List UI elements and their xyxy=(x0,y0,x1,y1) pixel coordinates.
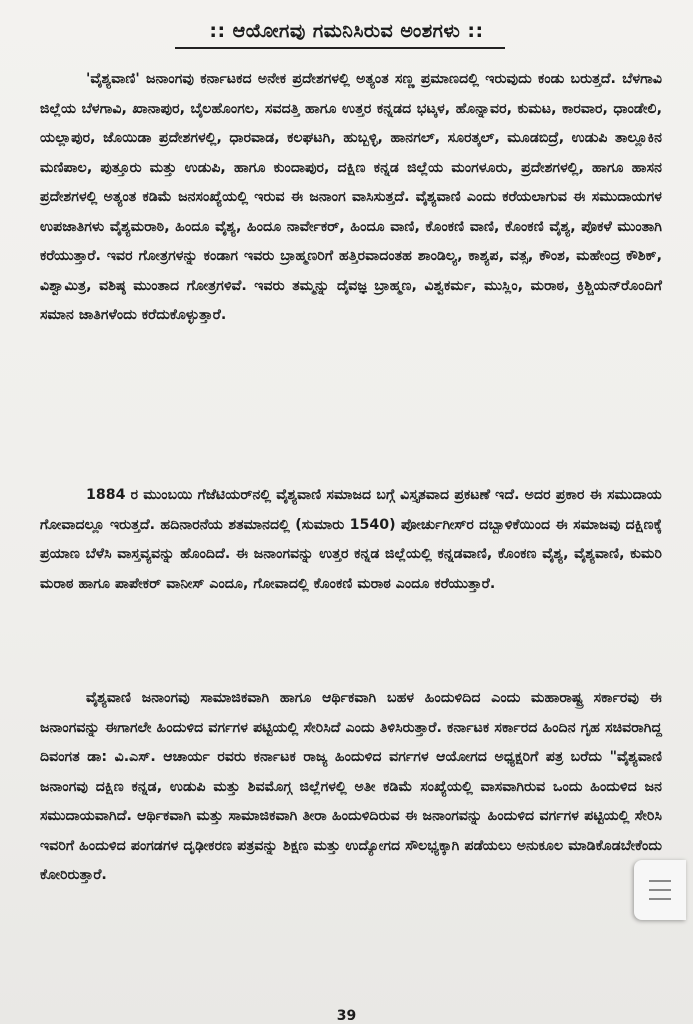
heading-text: :: ಆಯೋಗವು ಗಮನಿಸಿರುವ ಅಂಶಗಳು :: xyxy=(209,20,484,42)
page-number: 39 xyxy=(336,1008,357,1024)
heading-underline xyxy=(175,47,505,49)
menu-line xyxy=(649,880,671,882)
paragraph-2 xyxy=(40,481,662,599)
paragraph-1 xyxy=(40,65,662,331)
hamburger-menu-icon[interactable] xyxy=(634,860,686,920)
menu-line xyxy=(649,898,671,900)
section-heading xyxy=(0,20,693,42)
paragraph-3 xyxy=(40,684,662,891)
menu-line xyxy=(649,889,671,891)
paragraph-3-text: ವೈಶ್ಯವಾಣಿ ಜನಾಂಗವು ಸಾಮಾಜಿಕವಾಗಿ ಹಾಗೂ ಆರ್ಥಿಕವಾಗಿ ಬಹಳ ಹಿಂದುಳಿದಿದ ಎಂದು ಮಹಾರಾಷ್ಟ್ರ ಸರ್ಕಾರವು ಈ ಜನಾಂಗವನ್ನು ಈಗಾಗಲೇ ಹಿಂದುಳಿದ ವರ್ಗಗಳ ಪಟ್ಟಿಯಲ್ಲಿ ಸೇರಿಸಿದೆ ಎಂದು ತಿಳಿಸಿರುತ್ತಾರೆ. ಕರ್ನಾಟಕ ಸರ್ಕಾರದ ಹಿಂದಿನ ಗೃಹ ಸಚಿವರಾಗಿದ್ದ ದಿವಂಗತ ಡಾ: ವಿ.ಎಸ್. ಆಚಾರ್ಯ ರವರು ಕರ್ನಾಟಕ ರಾಜ್ಯ ಹಿಂದುಳಿದ ವರ್ಗಗಳ ಆಯೋಗದ ಅಧ್ಯಕ್ಷರಿಗೆ ಪತ್ರ ಬರೆದು "ವೈಶ್ಯವಾಣಿ ಜನಾಂಗವು ದಕ್ಷಿಣ ಕನ್ನಡ, ಉಡುಪಿ ಮತ್ತು ಶಿವಮೊಗ್ಗ ಜಿಲ್ಲೆಗಳಲ್ಲಿ ಅತೀ ಕಡಿಮೆ ಸಂಖ್ಯೆಯಲ್ಲಿ ವಾಸವಾಗಿರುವ ಒಂದು ಹಿಂದುಳಿದ ಜನ ಸಮುದಾಯವಾಗಿದೆ. ಆರ್ಥಿಕವಾಗಿ ಮತ್ತು ಸಾಮಾಜಿಕವಾಗಿ ತೀರಾ ಹಿಂದುಳಿದಿರುವ ಈ ಜನಾಂಗವನ್ನು ಹಿಂದುಳಿದ ವರ್ಗಗಳ ಪಟ್ಟಿಯಲ್ಲಿ ಸೇರಿಸಿ ಇವರಿಗೆ ಹಿಂದುಳಿದ ಪಂಗಡಗಳ ದೃಢೀಕರಣ ಪತ್ರವನ್ನು ಶಿಕ್ಷಣ ಮತ್ತು ಉದ್ಯೋಗದ ಸೌಲಭ್ಯಕ್ಕಾಗಿ ಪಡೆಯಲು ಅನುಕೂಲ ಮಾಡಿಕೊಡಬೇಕೆಂದು ಕೋರಿರುತ್ತಾರೆ. xyxy=(40,690,662,883)
paragraph-1-text: 'ವೈಶ್ಯವಾಣಿ' ಜನಾಂಗವು ಕರ್ನಾಟಕದ ಅನೇಕ ಪ್ರದೇಶಗಳಲ್ಲಿ ಅತ್ಯಂತ ಸಣ್ಣ ಪ್ರಮಾಣದಲ್ಲಿ ಇರುವುದು ಕಂಡು ಬರುತ್ತದೆ. ಬೆಳಗಾವಿ ಜಿಲ್ಲೆಯ ಬೆಳಗಾವಿ, ಖಾನಾಪುರ, ಬೈಲಹೊಂಗಲ, ಸವದತ್ತಿ ಹಾಗೂ ಉತ್ತರ ಕನ್ನಡದ ಭಟ್ಕಳ, ಹೊನ್ನಾವರ, ಕುಮಟ, ಕಾರವಾರ, ಧಾಂಡೇಲಿ, ಯಲ್ಲಾಪುರ, ಜೊಯಿಡಾ ಪ್ರದೇಶಗಳಲ್ಲಿ, ಧಾರವಾಡ, ಕಲಘಟಗಿ, ಹುಬ್ಬಳ್ಳಿ, ಹಾನಗಲ್, ಸೂರತ್ಕಲ್, ಮೂಡಬಿದ್ರೆ, ಉಡುಪಿ ತಾಲ್ಲೂಕಿನ ಮಣಿಪಾಲ, ಪುತ್ತೂರು ಮತ್ತು ಉಡುಪಿ, ಹಾಗೂ ಕುಂದಾಪುರ, ದಕ್ಷಿಣ ಕನ್ನಡ ಜಿಲ್ಲೆಯ ಮಂಗಳೂರು, ಪ್ರದೇಶಗಳಲ್ಲಿ, ಹಾಗೂ ಹಾಸನ ಪ್ರದೇಶಗಳಲ್ಲಿ ಅತ್ಯಂತ ಕಡಿಮೆ ಜನಸಂಖ್ಯೆಯಲ್ಲಿ ಇರುವ ಈ ಜನಾಂಗ ವಾಸಿಸುತ್ತದೆ. ವೈಶ್ಯವಾಣಿ ಎಂದು ಕರೆಯಲಾಗುವ ಈ ಸಮುದಾಯಗಳ ಉಪಜಾತಿಗಳು ವೈಶ್ಯಮರಾಠಿ, ಹಿಂದೂ ವೈಶ್ಯ, ಹಿಂದೂ ನಾರ್ವೇಕರ್, ಹಿಂದೂ ವಾಣಿ, ಕೊಂಕಣಿ ವಾಣಿ, ಕೊಂಕಣಿ ವೈಶ್ಯ, ಪೊಕಳೆ ಮುಂತಾಗಿ ಕರೆಯುತ್ತಾರೆ. ಇವರ ಗೋತ್ರಗಳನ್ನು ಕಂಡಾಗ ಇವರು ಬ್ರಾಹ್ಮಣರಿಗೆ ಹತ್ತಿರವಾದಂತಹ ಶಾಂಡಿಲ್ಯ, ಕಾಶ್ಯಪ, ವತ್ಸ, ಕೌಂಶ, ಮಹೇಂದ್ರ ಕೌಶಿಕ್, ವಿಶ್ವಾಮಿತ್ರ, ವಶಿಷ್ಠ ಮುಂತಾದ ಗೋತ್ರಗಳಿವೆ. ಇವರು ತಮ್ಮನ್ನು ದೈವಜ್ಞ ಬ್ರಾಹ್ಮಣ, ವಿಶ್ವಕರ್ಮ, ಮುಸ್ಲಿಂ, ಮರಾಠ, ಕ್ರಿಶ್ಚಿಯನ್‌ರೊಂದಿಗೆ ಸಮಾನ ಜಾತಿಗಳೆಂದು ಕರೆದುಕೊಳ್ಳುತ್ತಾರೆ. xyxy=(40,71,662,323)
paragraph-2-text: 1884 ರ ಮುಂಬಯಿ ಗೆಜೆಟಿಯರ್‌ನಲ್ಲಿ ವೈಶ್ಯವಾಣಿ ಸಮಾಜದ ಬಗ್ಗೆ ವಿಸ್ತೃತವಾದ ಪ್ರಕಟಣೆ ಇದೆ. ಅದರ ಪ್ರಕಾರ ಈ ಸಮುದಾಯ ಗೋವಾದಲ್ಲೂ ಇರುತ್ತದೆ. ಹದಿನಾರನೆಯ ಶತಮಾನದಲ್ಲಿ (ಸುಮಾರು 1540) ಪೋರ್ಚುಗೀಸ್‌ರ ದಬ್ಬಾಳಿಕೆಯಿಂದ ಈ ಸಮಾಜವು ದಕ್ಷಿಣಕ್ಕೆ ಪ್ರಯಾಣ ಬೆಳೆಸಿ ವಾಸ್ತವ್ಯವನ್ನು ಹೊಂದಿದೆ. ಈ ಜನಾಂಗವನ್ನು ಉತ್ತರ ಕನ್ನಡ ಜಿಲ್ಲೆಯಲ್ಲಿ ಕನ್ನಡವಾಣಿ, ಕೊಂಕಣ ವೈಶ್ಯ, ವೈಶ್ಯವಾಣಿ, ಕುಮರಿ ಮರಾಠ ಹಾಗೂ ಪಾಪೇಕರ್ ವಾನೀಸ್ ಎಂದೂ, ಗೋವಾದಲ್ಲಿ ಕೊಂಕಣಿ ಮರಾಠ ಎಂದೂ ಕರೆಯುತ್ತಾರೆ. xyxy=(40,487,662,592)
